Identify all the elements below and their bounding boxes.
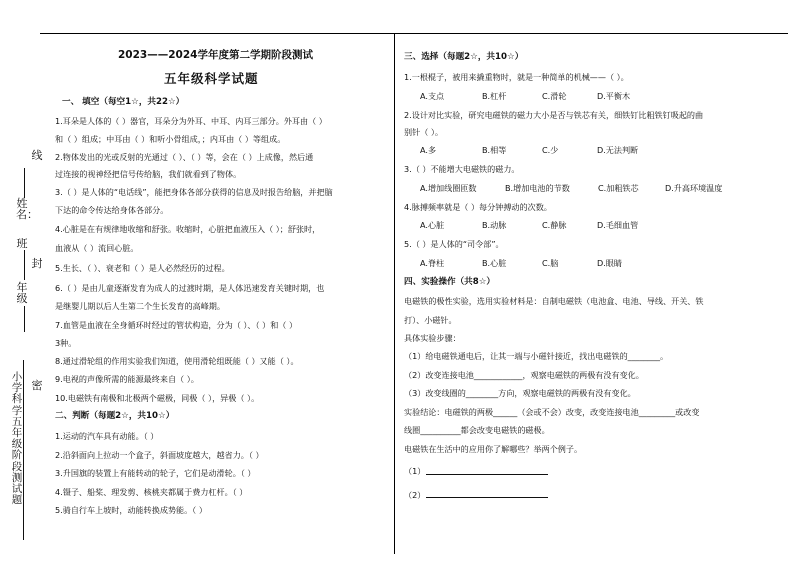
answer-2-line — [426, 497, 548, 498]
choice-1-option-b: B.杠杆 — [482, 91, 507, 101]
question-2-line1: 2.物体发出的光或反射的光通过（ ）、（ ）等，会在（ ）上成像，然后通 — [55, 152, 314, 162]
choice-5-option-a: A.脊柱 — [420, 258, 445, 268]
question-6-line2: 是继婴儿期以后人生第二个生长发育的高峰期。 — [55, 301, 225, 311]
top-rule — [40, 33, 788, 34]
choice-4-option-a: A.心脏 — [420, 220, 445, 230]
question-7-line2: 3种。 — [55, 338, 77, 348]
choice-5-option-b: B.心脏 — [482, 258, 507, 268]
section-true-false: 二、判断（每题2☆，共10☆） — [55, 411, 175, 421]
choice-2-option-c: C.少 — [542, 145, 559, 155]
sidebar-school-underline — [23, 360, 24, 540]
choice-1-option-c: C.滑轮 — [542, 91, 567, 101]
question-10: 10.电磁铁有南极和北极两个磁极，同极（ ），异极（ ）。 — [55, 393, 260, 403]
judge-1: 1.运动的汽车具有动能。（ ） — [55, 431, 159, 441]
question-8: 8.通过滑轮组的作用实验我们知道，使用滑轮组既能（ ）又能（ ）。 — [55, 356, 299, 366]
answer-1-line — [426, 474, 548, 475]
experiment-step-3: （3）改变线圈的________方向，观察电磁铁的两极有没有变化。 — [404, 388, 636, 398]
question-4-line1: 4.心脏是在有规律地收缩和舒张。收缩时，心脏把血液压入（ ）；舒张时， — [55, 224, 321, 234]
sidebar-grade: 年级 — [16, 281, 28, 305]
question-1-line2: 和（ ）组成；中耳由（ ）和听小骨组成，；内耳由（ ）等组成。 — [55, 134, 286, 144]
experiment-intro-line2: 打）、小磁针。 — [404, 315, 457, 325]
section-choice: 三、选择（每题2☆，共10☆） — [404, 52, 524, 62]
choice-3-option-d: D.升高环境温度 — [665, 183, 723, 193]
choice-3-option-c: C.加粗铁芯 — [598, 183, 639, 193]
choice-1-option-a: A.支点 — [420, 91, 445, 101]
question-3-line1: 3.（ ）是人体的“电话线”，能把身体各部分获得的信息及时报告给脑，并把脑 — [55, 187, 333, 197]
experiment-steps-label: 具体实验步骤： — [404, 333, 461, 343]
question-3-line2: 下达的命令传达给身体各部分。 — [55, 205, 169, 215]
sidebar-name-label: 姓名： — [16, 197, 38, 221]
question-4-line2: 血液从（ ）流回心脏。 — [55, 243, 139, 253]
judge-4: 4.镊子、船桨、理发剪、核桃夹都属于费力杠杆。（ ） — [55, 487, 248, 497]
judge-5: 5.骑自行车上坡时，动能转换成势能。（ ） — [55, 505, 207, 515]
sidebar-feng: 封 — [31, 257, 43, 270]
question-2-line2: 过连接的视神经把信号传给脑，我们就看到了物体。 — [55, 169, 242, 179]
experiment-conclusion-line2: 线圈__________都会改变电磁铁的磁极。 — [404, 425, 550, 435]
experiment-conclusion-line1: 实验结论：电磁铁的两极______（会或不会）改变，改变连接电池_________或改变 — [404, 407, 700, 417]
choice-3-option-a: A.增加线圈匝数 — [420, 183, 477, 193]
exam-subtitle: 五年级科学试题 — [164, 71, 259, 86]
sidebar-school: 小学科学五年级阶段测试题 — [11, 371, 23, 507]
choice-1: 1.一根棍子，被用来撬重物时，就是一种简单的机械——（ ）。 — [404, 72, 629, 82]
choice-2-option-b: B.相等 — [482, 145, 507, 155]
section-experiment: 四、实验操作（共8☆） — [404, 277, 496, 287]
sidebar-grade-underline — [24, 306, 25, 332]
choice-4: 4.脉搏频率就是（ ）每分钟搏动的次数。 — [404, 202, 552, 212]
question-9: 9.电视的声像所需的能源最终来自（ ）。 — [55, 374, 199, 384]
answer-2-label: （2） — [404, 490, 426, 500]
choice-4-option-d: D.毛细血管 — [597, 220, 639, 230]
question-7-line1: 7.血管是血液在全身循环时经过的管状构造，分为（ ）、（ ）和（ ） — [55, 320, 298, 330]
judge-2: 2.沿斜面向上拉动一个盒子，斜面坡度越大，越省力。（ ） — [55, 450, 264, 460]
judge-3: 3.升国旗的装置上有能转动的轮子，它们是动滑轮。（ ） — [55, 468, 256, 478]
column-divider — [394, 34, 395, 554]
question-5: 5.生长、（ ）、衰老和（ ）是人必然经历的过程。 — [55, 263, 230, 273]
choice-2-line2: 别针（ ）。 — [404, 127, 443, 137]
exam-title: 2023——2024学年度第二学期阶段测试 — [118, 49, 313, 61]
choice-3-option-b: B.增加电池的节数 — [505, 183, 570, 193]
choice-1-option-d: D.平衡木 — [597, 91, 631, 101]
choice-4-option-c: C.静脉 — [542, 220, 567, 230]
choice-5-option-d: D.眼睛 — [597, 258, 622, 268]
choice-4-option-b: B.动脉 — [482, 220, 507, 230]
sidebar-mi: 密 — [31, 379, 43, 392]
answer-1-label: （1） — [404, 466, 426, 476]
experiment-step-1: （1）给电磁铁通电后，让其一端与小磁针接近，找出电磁铁的________。 — [404, 351, 669, 361]
choice-2-option-d: D.无法判断 — [597, 145, 639, 155]
sidebar-xian: 线 — [31, 149, 43, 162]
choice-5-option-c: C.脑 — [542, 258, 559, 268]
choice-2-line1: 2.设计对比实验，研究电磁铁的磁力大小是否与铁芯有关，细铁钉比粗铁钉吸起的曲 — [404, 110, 704, 120]
choice-5: 5.（ ）是人体的“司令部”。 — [404, 239, 504, 249]
choice-3: 3.（ ）不能增大电磁铁的磁力。 — [404, 164, 520, 174]
question-6-line1: 6.（ ）是由儿童逐渐发育为成人的过渡时期，是人体迅速发育关键时期，也 — [55, 283, 325, 293]
question-1-line1: 1.耳朵是人体的（ ）器官，耳朵分为外耳、中耳、内耳三部分。外耳由（ ） — [55, 116, 327, 126]
section-fill-in: 一、 填空（每空1☆，共22☆） — [62, 97, 185, 107]
application-question: 电磁铁在生活中的应用你了解哪些？举两个例子。 — [404, 444, 583, 454]
experiment-step-2: （2）改变连接电池____________，观察电磁铁的两极有没有变化。 — [404, 370, 644, 380]
sidebar-class-underline — [24, 250, 25, 280]
choice-2-option-a: A.多 — [420, 145, 437, 155]
sidebar-ban: 班 — [16, 237, 28, 250]
experiment-intro-line1: 电磁铁的极性实验，选用实验材料是：自制电磁铁（电池盒、电池、导线、开关、铁 — [404, 296, 704, 306]
sidebar-name-underline — [24, 168, 25, 198]
